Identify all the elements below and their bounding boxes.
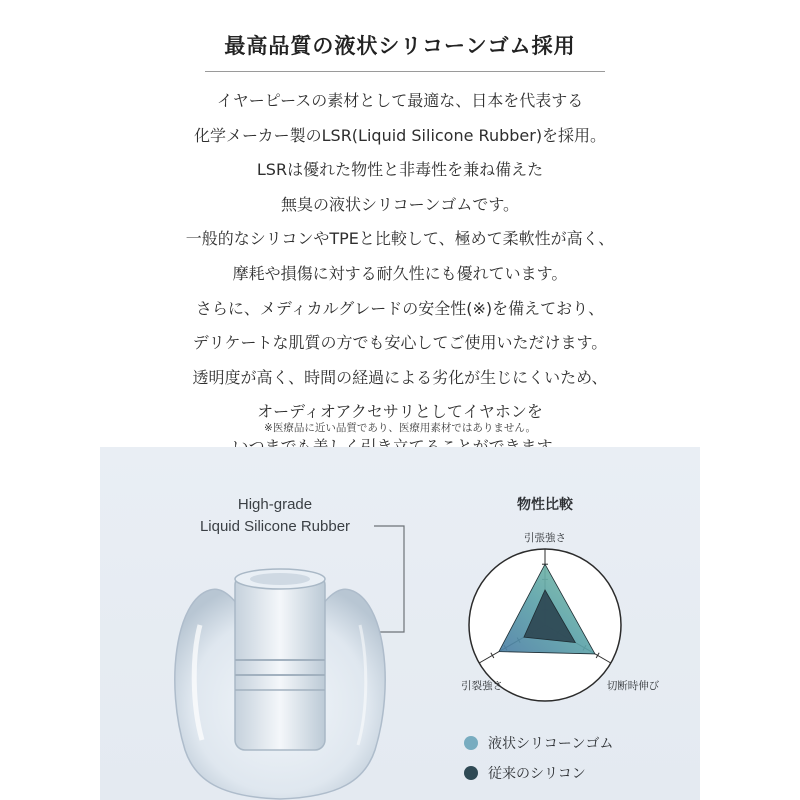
description-line: イヤーピースの素材として最適な、日本を代表する: [216, 91, 584, 110]
radar-axis-label: 引裂強さ: [461, 680, 504, 692]
radar-axis-label: 切断時伸び: [606, 680, 660, 692]
radar-chart: [420, 525, 710, 730]
description-line: デリケートな肌質の方でも安心してご使用いただけます。: [192, 333, 608, 353]
radar-title: 物性比較: [517, 497, 573, 513]
description-line: さらに、メディカルグレードの安全性(※)を備えており、: [195, 298, 605, 318]
legend-swatch-conventional: [464, 766, 478, 780]
description-line: 透明度が高く、時間の経過による劣化が生じにくいため、: [192, 367, 608, 387]
legend-item-conventional: [464, 758, 613, 788]
description-line: オーディオアクセサリとしてイヤホンを: [257, 402, 543, 422]
legend-label-conventional: 従来のシリコン: [488, 766, 586, 782]
legend-item-lsr: [464, 728, 613, 758]
description-line: LSRは優れた物性と非毒性を兼ね備えた: [256, 160, 544, 180]
description-line: 摩耗や損傷に対する耐久性にも優れています。: [232, 263, 568, 283]
title-divider: [205, 71, 605, 72]
legend-label-lsr: 液状シリコーンゴム: [488, 736, 614, 752]
legend-swatch-lsr: [464, 736, 478, 750]
page-title: 最高品質の液状シリコーンゴム採用: [224, 34, 576, 58]
description-line: 化学メーカー製のLSR(Liquid Silicone Rubber)を採用。: [193, 125, 607, 145]
radar-axis-label: 引張強さ: [524, 532, 566, 544]
footnote: ※医療品に近い品質であり、医療用素材ではありません。: [264, 422, 536, 434]
legend: [464, 728, 613, 788]
description-text: [0, 84, 800, 465]
product-label: [160, 494, 390, 538]
eartip-image: [170, 565, 390, 800]
description-line: 無臭の液状シリコーンゴムです。: [280, 194, 520, 214]
product-label-line2: Liquid Silicone Rubber: [199, 518, 351, 535]
product-label-line1: High-grade: [237, 496, 313, 513]
description-line: 一般的なシリコンやTPEと比較して、極めて柔軟性が高く、: [185, 229, 615, 249]
